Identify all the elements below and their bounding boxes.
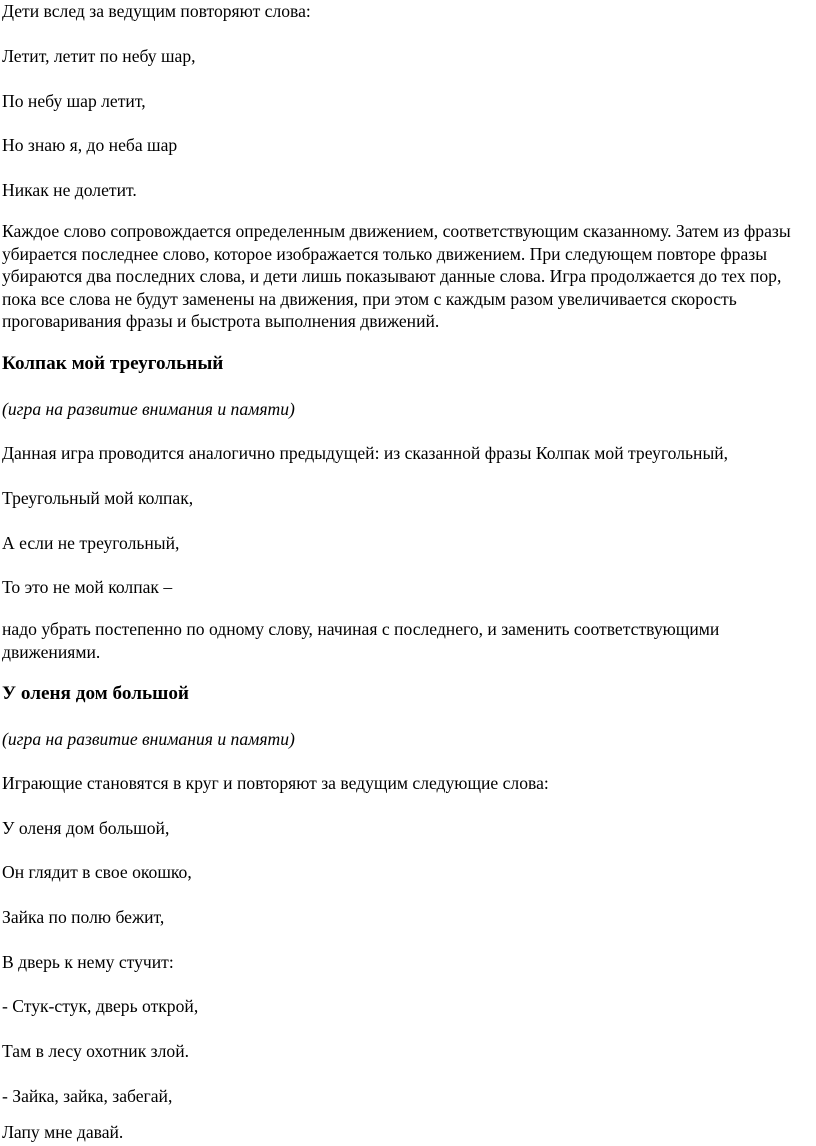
section3-subtitle: (игра на развитие внимания и памяти) [2,729,295,749]
verse-line: В дверь к нему стучит: [2,952,174,972]
verse-line: Лапу мне давай. [2,1122,124,1142]
verse-line: Никак не долетит. [2,180,137,200]
verse-line: У оленя дом большой, [2,818,170,838]
verse-line: - Зайка, зайка, забегай, [2,1086,173,1106]
verse-line: Он глядит в свое окошко, [2,862,192,882]
verse-line: Там в лесу охотник злой. [2,1041,190,1061]
section3-title: У оленя дом большой [2,683,189,704]
verse-line: Треугольный мой колпак, [2,488,194,508]
verse-line: Но знаю я, до неба шар [2,135,178,155]
verse-line: А если не треугольный, [2,533,180,553]
verse-line: Летит, летит по небу шар, [2,46,196,66]
section2-intro: Данная игра проводится аналогично предыдущей: из сказанной фразы Колпак мой треугольный, [2,443,729,463]
verse-line: По небу шар летит, [2,91,146,111]
verse-line: Зайка по полю бежит, [2,907,165,927]
verse-line: - Стук-стук, дверь открой, [2,996,199,1016]
section2-subtitle: (игра на развитие внимания и памяти) [2,399,295,419]
section1-description: Каждое слово сопровождается определенным движением, соответствующим сказанному. Затем из фразы убирается последнее слово, которое изображается только движением. При следующем повторе фразы убираются два последних слова, и дети лишь показывают данные слова. Игра продолжается до тех пор, пока все слова не будут заменены на движения, при этом с каждым разом увеличивается скорость проговаривания фразы и быстрота выполнения движений. [2,221,791,332]
section1-intro: Дети вслед за ведущим повторяют слова: [2,1,311,21]
section2-description: надо убрать постепенно по одному слову, начиная с последнего, и заменить соответствующими движениями. [2,619,720,662]
verse-line: То это не мой колпак – [2,577,173,597]
section2-title: Колпак мой треугольный [2,353,224,374]
section3-intro: Играющие становятся в круг и повторяют за ведущим следующие слова: [2,773,549,793]
